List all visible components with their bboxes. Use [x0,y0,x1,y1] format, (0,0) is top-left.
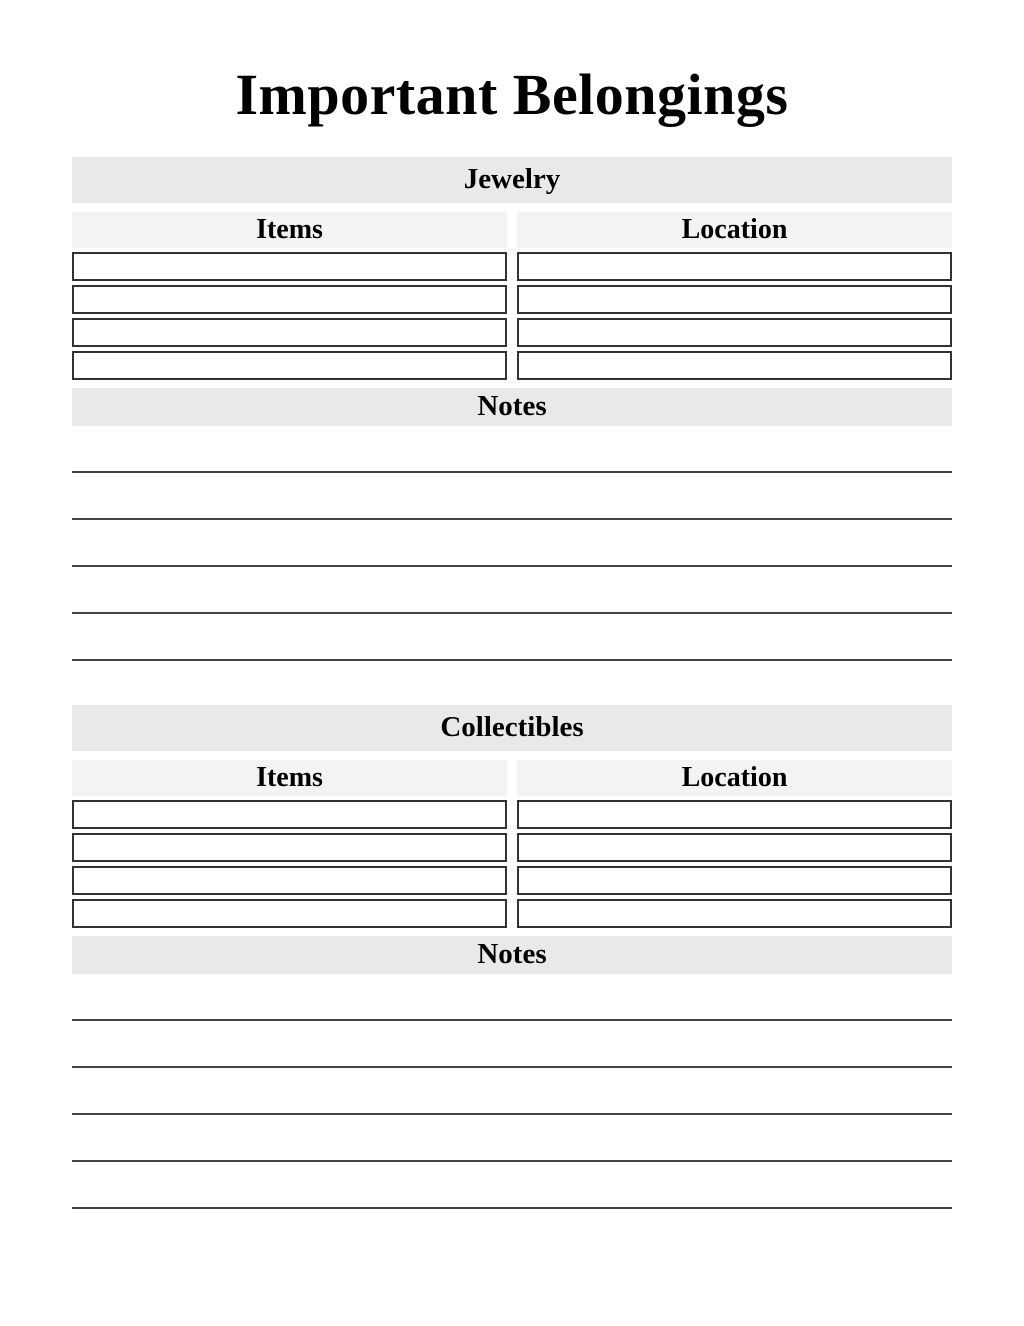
collectibles-location-column-header: Location [517,760,952,796]
notes-line [72,520,952,567]
collectibles-location-input-3[interactable] [517,866,952,895]
jewelry-fields-grid [72,252,952,380]
jewelry-location-input-4[interactable] [517,351,952,380]
collectibles-notes-lines [72,974,952,1209]
notes-line [72,426,952,473]
page-content [72,0,952,1209]
jewelry-section [72,157,952,661]
notes-line [72,614,952,661]
collectibles-section [72,705,952,1209]
collectibles-column-headers [72,760,952,796]
jewelry-item-input-1[interactable] [72,252,507,281]
jewelry-notes-header: Notes [72,388,952,426]
collectibles-notes-header: Notes [72,936,952,974]
collectibles-item-input-3[interactable] [72,866,507,895]
jewelry-location-input-1[interactable] [517,252,952,281]
collectibles-location-input-2[interactable] [517,833,952,862]
collectibles-fields-grid [72,800,952,928]
notes-line [72,1115,952,1162]
notes-line [72,473,952,520]
jewelry-section-header: Jewelry [72,157,952,203]
jewelry-notes-lines [72,426,952,661]
jewelry-item-input-2[interactable] [72,285,507,314]
page-title: Important Belongings [235,62,789,127]
jewelry-item-input-4[interactable] [72,351,507,380]
jewelry-location-input-2[interactable] [517,285,952,314]
collectibles-location-input-4[interactable] [517,899,952,928]
collectibles-section-header: Collectibles [72,705,952,751]
notes-line [72,1068,952,1115]
notes-line [72,1162,952,1209]
jewelry-column-headers [72,212,952,248]
collectibles-items-column-header: Items [72,760,507,796]
jewelry-location-column-header: Location [517,212,952,248]
notes-line [72,1021,952,1068]
notes-line [72,974,952,1021]
notes-line [72,567,952,614]
jewelry-location-input-3[interactable] [517,318,952,347]
collectibles-item-input-4[interactable] [72,899,507,928]
collectibles-location-input-1[interactable] [517,800,952,829]
jewelry-item-input-3[interactable] [72,318,507,347]
collectibles-item-input-1[interactable] [72,800,507,829]
collectibles-item-input-2[interactable] [72,833,507,862]
jewelry-items-column-header: Items [72,212,507,248]
